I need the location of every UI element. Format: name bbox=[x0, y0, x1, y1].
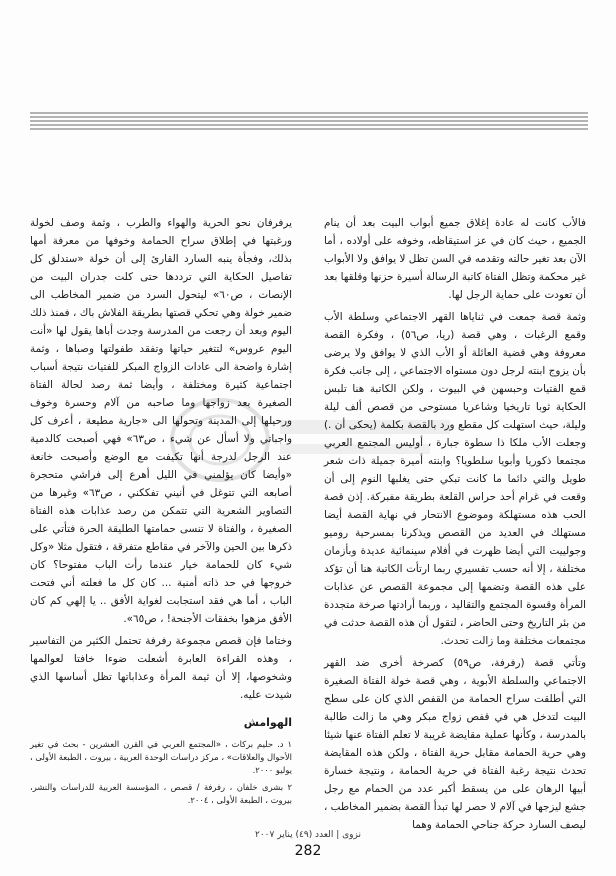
footnote: ١ د. حليم بركات ، «المجتمع العربي في القرن العشرين - بحث في تغير الأحوال والعلاقات» ، مركز دراسات الوحدة العربية ، بيروت ، الطبعة الأولى ، يوليو ٢٠٠٠. bbox=[30, 739, 292, 775]
journal-issue-line: نزوى | العدد (٤٩) يناير ٢٠٠٧ bbox=[255, 830, 361, 840]
header-stripe-decoration bbox=[30, 112, 588, 130]
body-paragraph: وثمة قصة جمعت في ثناياها القهر الاجتماعي وسلطة الأب وقمع الرغبات ، وهي قصة (ريا، ص٥٦) ، وفكرة القصة معروفة وهي قضية العائلة أو الأب الذي لا يوافق ولا يرضى بأن يزوج ابنته لرجل دون مستواه الاجتماعي ، إلى جانب فكرة قمع الفتيات وحبسهن في البيوت ، ولكن الكاتبة هنا تلبس الحكاية ثوبا تاريخيا وشاعريا مستوحى من قصص ألف ليلة وليلة، حيث استهلت كل مقطع ورد بالقصة بكلمة (يحكى أن .) وجعلت الأب ملكا ذا سطوة جبارة ، أوليس المجتمع العربي مجتمعا ذكوريا وأبويا سلطويا؟ وابنته أميرة جميلة ذات شعر طويل والتي دائما ما كانت تبكي حتى يغلبها النوم إلى أن وقعت في غرام أحد حراس القلعة بطريقة مفبركة. إذن قصة الحب هذه مستهلكة وموضوع الانتحار في نهاية القصة أيضا مستهلك في العديد من القصص ويذكرنا بمسرحية روميو وجولييت التي أيضا ظهرت في أفلام سينمائية عديدة وبأزمان مختلفة ، إلا أنه حسب تفسيري ربما ارتأت الكاتبة هنا أن تؤكد على هذه القصة وتضمها إلى مجموعة القصص عن عذابات المرأة وقسوة المجتمع والتقاليد ، وربما أرادتها صرخة متجددة من بئر التاريخ وحتى الحاضر ، لتقول أن هذه القصة حدثت في مجتمعات مختلفة وما زالت تحدث. bbox=[324, 311, 587, 647]
page-footer bbox=[0, 828, 616, 860]
right-text-column bbox=[324, 214, 586, 838]
page-number: 282 bbox=[294, 843, 322, 859]
footnote: ٢ بشرى خلفان ، رفرفة / قصص ، المؤسسة العربية للدراسات والنشر، بيروت ، الطبعة الأولى ، ٢٠٠٤. bbox=[30, 782, 292, 805]
body-paragraph: وتأتي قصة (رفرفة، ص٥٩) كصرخة أخرى ضد القهر الاجتماعي والسلطة الأبوية ، وهي قصة خولة الفتاة الصغيرة التي أطلقت سراح الحمامة من القفص الذي كان على سطح البيت لتدخل هي في قفص زواج مبكر وهي ما زالت طالبة بالمدرسة ، وكأنها عملية مقايضة غريبة لا تعلم الفتاة عنها شيئا وهي حرية الحمامة مقابل حرية الفتاة ، ولكن هذه المقايضة تحدث نتيجة رغبة الفتاة في حرية الحمامة ، ونتيجة خسارة أبيها الرهان على من يسقط أكبر عدد من الحمام مع رجل جشع ليزجها في آلام لا حصر لها تبدأ القصة بضمير المخاطب ، ليصف السارد حركة جناحي الحمامة وهما bbox=[324, 657, 587, 831]
body-paragraph: وختاما فإن قصص مجموعة رفرفة تحتمل الكثير من التفاسير ، وهذه القراءة العابرة أشعلت ضوءا خافتا لعوالمها وشخوصها، إلا أن ثيمة المرأة وعذاباتها تظل أساسها الذي شيدت عليه. bbox=[30, 635, 292, 701]
body-paragraph: فالأب كانت له عادة إغلاق جميع أبواب البيت بعد أن ينام الجميع ، حيث كان في عز استيقاظه، وخوفه على أولاده ، أما الآن بعد تغير حالته وتقدمه في السن تظل لا يوافق ولا الأبواب غير محكمة وتظل الفتاة كاتبة الرسالة أسيرة حزنها وقلقها بعد أن تعودت على حماية الرجل لها. bbox=[324, 217, 586, 301]
left-text-column bbox=[30, 214, 292, 811]
body-paragraph: يرفرفان نحو الحرية والهواء والطرب ، وثمة وصف لخولة ورغبتها في إطلاق سراح الحمامة وخوفها من معرفة أمها بذلك، وفجأة ينبه السارد القارئ إلى أن خولة «ستدلق كل تفاصيل الحكاية التي ترددها حتى كلت جدران البيت من الإنصات ، ص٦٠» ليتحول السرد من ضمير المخاطب الى ضمير خولة وهي تحكي قصتها بطريقة الفلاش باك ، فمنذ ذلك اليوم وبعد أن رجعت من المدرسة وجدت أباها يقول لها «أنت اليوم عروس» لتتغير حياتها وتفقد طفولتها وصباها ، وثمة إشارة واضحة الى عادات الزواج المبكر للفتيات نتيجة أسباب اجتماعية كثيرة ومختلفة ، وأيضا ثمة رصد لحالة الفتاة الصغيرة بعد زواجها وما صاحبه من آلام وحسرة وخوف ورحيلها إلى المدينة وتحولها الى «جارية مطيعة ، أعرف كل واجباتي ولا أسأل عن شيء ، ص٦٣» فهي أصبحت كالدمية عند الرجل لدرجة أنها تكيفت مع الوضع وأصبحت خانعة «وأيضا كان يؤلمني في الليل أهرع إلى فراشي متحجرة أصابعه التي تتوغل في أنيني تفككني ، ص٦٣» وغيرها من التصاوير الشعرية التي تتمكن من رصد عذابات هذه الفتاة الصغيرة ، والفتاة لا تنسى حمامتها الطليقة الحرة فتأتي على ذكرها بين الحين والآخر في مقاطع متفرقة ، فتقول مثلا «وكل شيء كان للحمامة خيار عندما رأت الباب مفتوحا؟ كان خروجها في حد ذاته أمنية ... كان كل ما فعلته أني فتحت الباب ، أما هي فقد استجابت لغواية الأفق .. يا إلهي كم كان الأفق مزهوا بخفقات الأجنحة! ، ص٦٥». bbox=[30, 217, 292, 625]
footnotes-heading: الهوامش bbox=[243, 716, 292, 729]
